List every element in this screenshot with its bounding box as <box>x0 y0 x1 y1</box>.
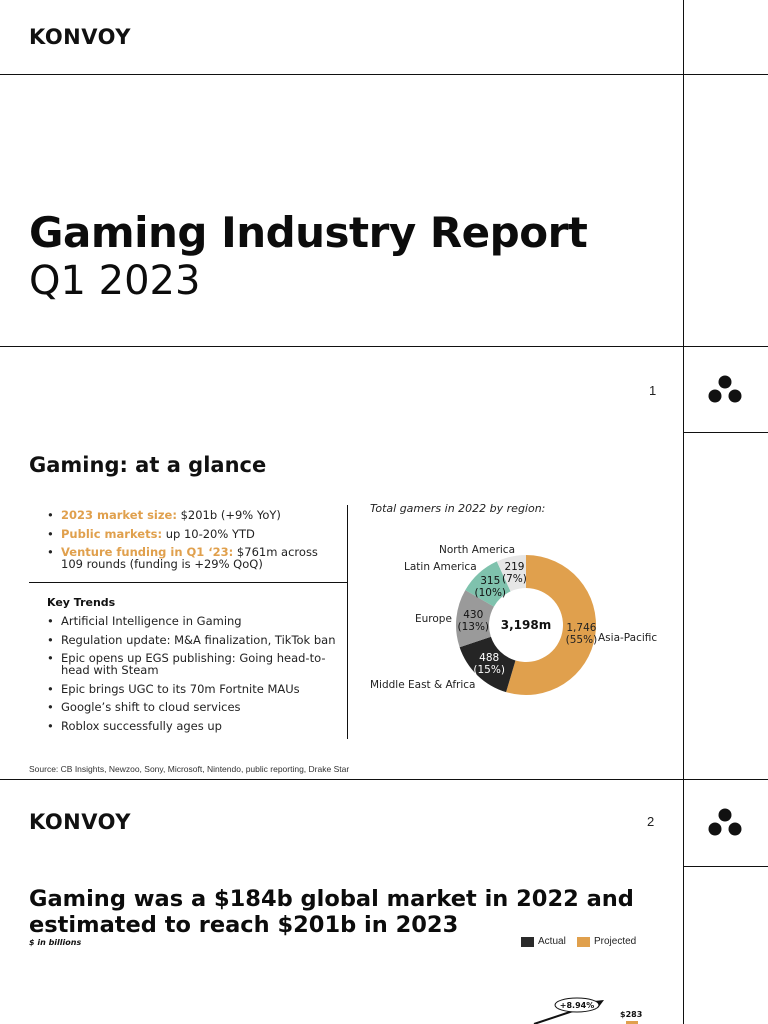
highlight-market-size: • 2023 market size: $201b (+9% YoY) <box>47 509 337 521</box>
units-note: $ in billions <box>29 938 82 947</box>
legend-projected <box>577 936 636 947</box>
gamers-by-region-donut-chart <box>360 535 680 705</box>
trend-item: • Epic brings UGC to its 70m Fortnite MAUs <box>47 683 342 695</box>
page-number-1: 1 <box>649 383 657 398</box>
source-note: Source: CB Insights, Newzoo, Sony, Microsoft, Nintendo, public reporting, Drake Star <box>29 764 350 774</box>
trend-item: • Regulation update: M&A finalization, TikTok ban <box>47 634 342 646</box>
growth-annotation <box>520 990 670 1024</box>
slide1-title: Gaming: at a glance <box>29 453 267 477</box>
highlights-divider <box>29 582 347 583</box>
donut-center-total: 3,198m <box>500 618 552 632</box>
slice-value-label: 430 <box>463 608 484 621</box>
slice-percent-label: (15%) <box>473 664 505 677</box>
konvoy-triangle-icon-slide2 <box>708 808 742 836</box>
konvoy-logo: KONVOY <box>29 25 131 49</box>
legend-label-actual: Actual <box>538 936 566 947</box>
divider-slide1-bottom <box>0 779 768 780</box>
slice-value-label: 1,746 <box>566 622 597 635</box>
region-label-latin-america: Latin America <box>404 561 477 573</box>
side-divider-2 <box>683 866 768 867</box>
region-label-middle-east-africa: Middle East & Africa <box>370 679 476 691</box>
region-label-europe: Europe <box>415 613 452 625</box>
legend-actual <box>521 936 566 947</box>
side-divider-1 <box>683 432 768 433</box>
divider-top <box>0 74 768 75</box>
key-trends-list <box>47 615 342 738</box>
trend-item: • Roblox successfully ages up <box>47 720 342 732</box>
report-title: Gaming Industry Report <box>29 208 588 257</box>
slice-percent-label: (7%) <box>502 573 527 586</box>
highlight-venture-funding: • Venture funding in Q1 ‘23: $761m across 109 rounds (funding is +29% QoQ) <box>47 546 337 570</box>
trend-item: • Google’s shift to cloud services <box>47 701 342 713</box>
highlights-list <box>47 509 337 577</box>
highlight-public-markets: • Public markets: up 10-20% YTD <box>47 528 337 540</box>
slide2-headline: Gaming was a $184b global market in 2022 and estimated to reach $201b in 2023 <box>29 886 634 938</box>
legend-swatch-actual <box>521 937 534 947</box>
slice-value-label: 315 <box>480 574 501 587</box>
slice-value-label: 488 <box>479 652 500 665</box>
report-subtitle: Q1 2023 <box>29 258 201 304</box>
page-number-2: 2 <box>647 814 655 829</box>
slice-percent-label: (10%) <box>474 586 507 599</box>
legend-label-projected: Projected <box>594 936 637 947</box>
konvoy-logo-slide2: KONVOY <box>29 810 131 834</box>
legend-swatch-projected <box>577 937 590 947</box>
chart-caption: Total gamers in 2022 by region: <box>370 502 546 515</box>
column-divider <box>347 505 348 739</box>
right-divider <box>683 0 684 1024</box>
growth-label: +8.94% <box>559 1001 595 1010</box>
slice-percent-label: (55%) <box>565 634 598 647</box>
key-trends-title: Key Trends <box>47 596 116 609</box>
region-label-north-america: North America <box>439 544 516 556</box>
slice-percent-label: (13%) <box>457 620 490 633</box>
konvoy-triangle-icon <box>708 375 742 403</box>
region-label-asia-pacific: Asia-Pacific <box>598 632 658 644</box>
top-value-label: $283 <box>620 1010 643 1019</box>
trend-item: • Epic opens up EGS publishing: Going head-to-head with Steam <box>47 652 342 676</box>
divider-cover-bottom <box>0 346 768 347</box>
slice-value-label: 219 <box>504 561 525 574</box>
trend-item: • Artificial Intelligence in Gaming <box>47 615 342 627</box>
